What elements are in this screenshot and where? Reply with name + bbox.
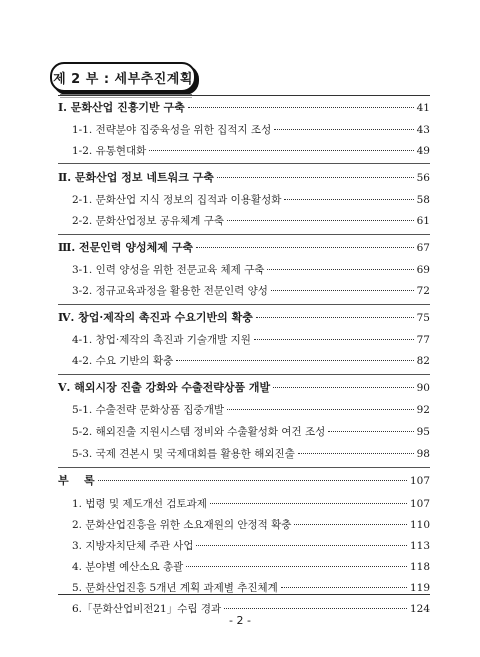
toc-entry-appendix-1[interactable]: 1. 법령 및 제도개선 검토과제 107 bbox=[72, 498, 430, 510]
toc-entry-5-2[interactable]: 5-2. 해외진출 지원시스템 정비와 수출활성화 여건 조성 95 bbox=[72, 426, 430, 438]
toc-entry-5-3[interactable]: 5-3. 국제 견본시 및 국제대회를 활용한 해외진출 98 bbox=[72, 448, 430, 460]
toc-entry-4-2[interactable]: 4-2. 수요 기반의 확충 82 bbox=[72, 355, 430, 367]
toc-entry-3-1[interactable]: 3-1. 인력 양성을 위한 전문교육 체제 구축 69 bbox=[72, 264, 430, 276]
toc-entry-appendix-5[interactable]: 5. 문화산업진흥 5개년 계획 과제별 추진체계 119 bbox=[72, 582, 430, 594]
toc-entry-appendix-2[interactable]: 2. 문화산업진흥을 위한 소요재원의 안정적 확충 110 bbox=[72, 519, 430, 531]
toc-rule bbox=[58, 467, 430, 468]
toc-entry-appendix-4[interactable]: 4. 분야별 예산소요 총괄 118 bbox=[72, 561, 430, 573]
toc-rule-top bbox=[58, 95, 430, 96]
toc-entry-4-1[interactable]: 4-1. 창업·제작의 촉진과 기술개발 지원 77 bbox=[72, 334, 430, 346]
toc-entry-appendix-3[interactable]: 3. 지방자치단체 주관 사업 113 bbox=[72, 540, 430, 552]
toc-entry-section-2[interactable]: Ⅱ. 문화산업 정보 네트워크 구축 56 bbox=[58, 171, 430, 184]
toc-entry-section-3[interactable]: Ⅲ. 전문인력 양성체제 구축 67 bbox=[58, 241, 430, 254]
toc-entry-section-5[interactable]: Ⅴ. 해외시장 진출 강화와 수출전략상품 개발 90 bbox=[58, 381, 430, 394]
toc-entry-2-2[interactable]: 2-2. 문화산업정보 공유체계 구축 61 bbox=[72, 215, 430, 227]
toc-entry-1-1[interactable]: 1-1. 전략분야 집중육성을 위한 집적지 조성 43 bbox=[72, 124, 430, 136]
toc-entry-section-1[interactable]: Ⅰ. 문화산업 진흥기반 구축 41 bbox=[58, 101, 430, 114]
page-number: - 2 - bbox=[229, 614, 251, 627]
toc-entry-1-2[interactable]: 1-2. 유통현대화 49 bbox=[72, 145, 430, 157]
toc-entry-appendix-6[interactable]: 6.「문화산업비전21」수립 경과 124 bbox=[72, 603, 430, 615]
toc-rule bbox=[58, 163, 430, 164]
toc-entry-3-2[interactable]: 3-2. 정규교육과정을 활용한 전문인력 양성 72 bbox=[72, 285, 430, 297]
part-title: 제 2 부 : 세부추진계획 bbox=[50, 62, 196, 92]
toc-rule bbox=[58, 234, 430, 235]
toc-rule bbox=[58, 304, 430, 305]
toc-entry-appendix[interactable]: 부 록 107 bbox=[58, 474, 430, 487]
toc-entry-section-4[interactable]: Ⅳ. 창업·제작의 촉진과 수요기반의 확충 75 bbox=[58, 311, 430, 324]
toc-entry-5-1[interactable]: 5-1. 수출전략 문화상품 집중개발 92 bbox=[72, 404, 430, 416]
toc-entry-2-1[interactable]: 2-1. 문화산업 지식 정보의 집적과 이용활성화 58 bbox=[72, 194, 430, 206]
toc-rule bbox=[58, 374, 430, 375]
